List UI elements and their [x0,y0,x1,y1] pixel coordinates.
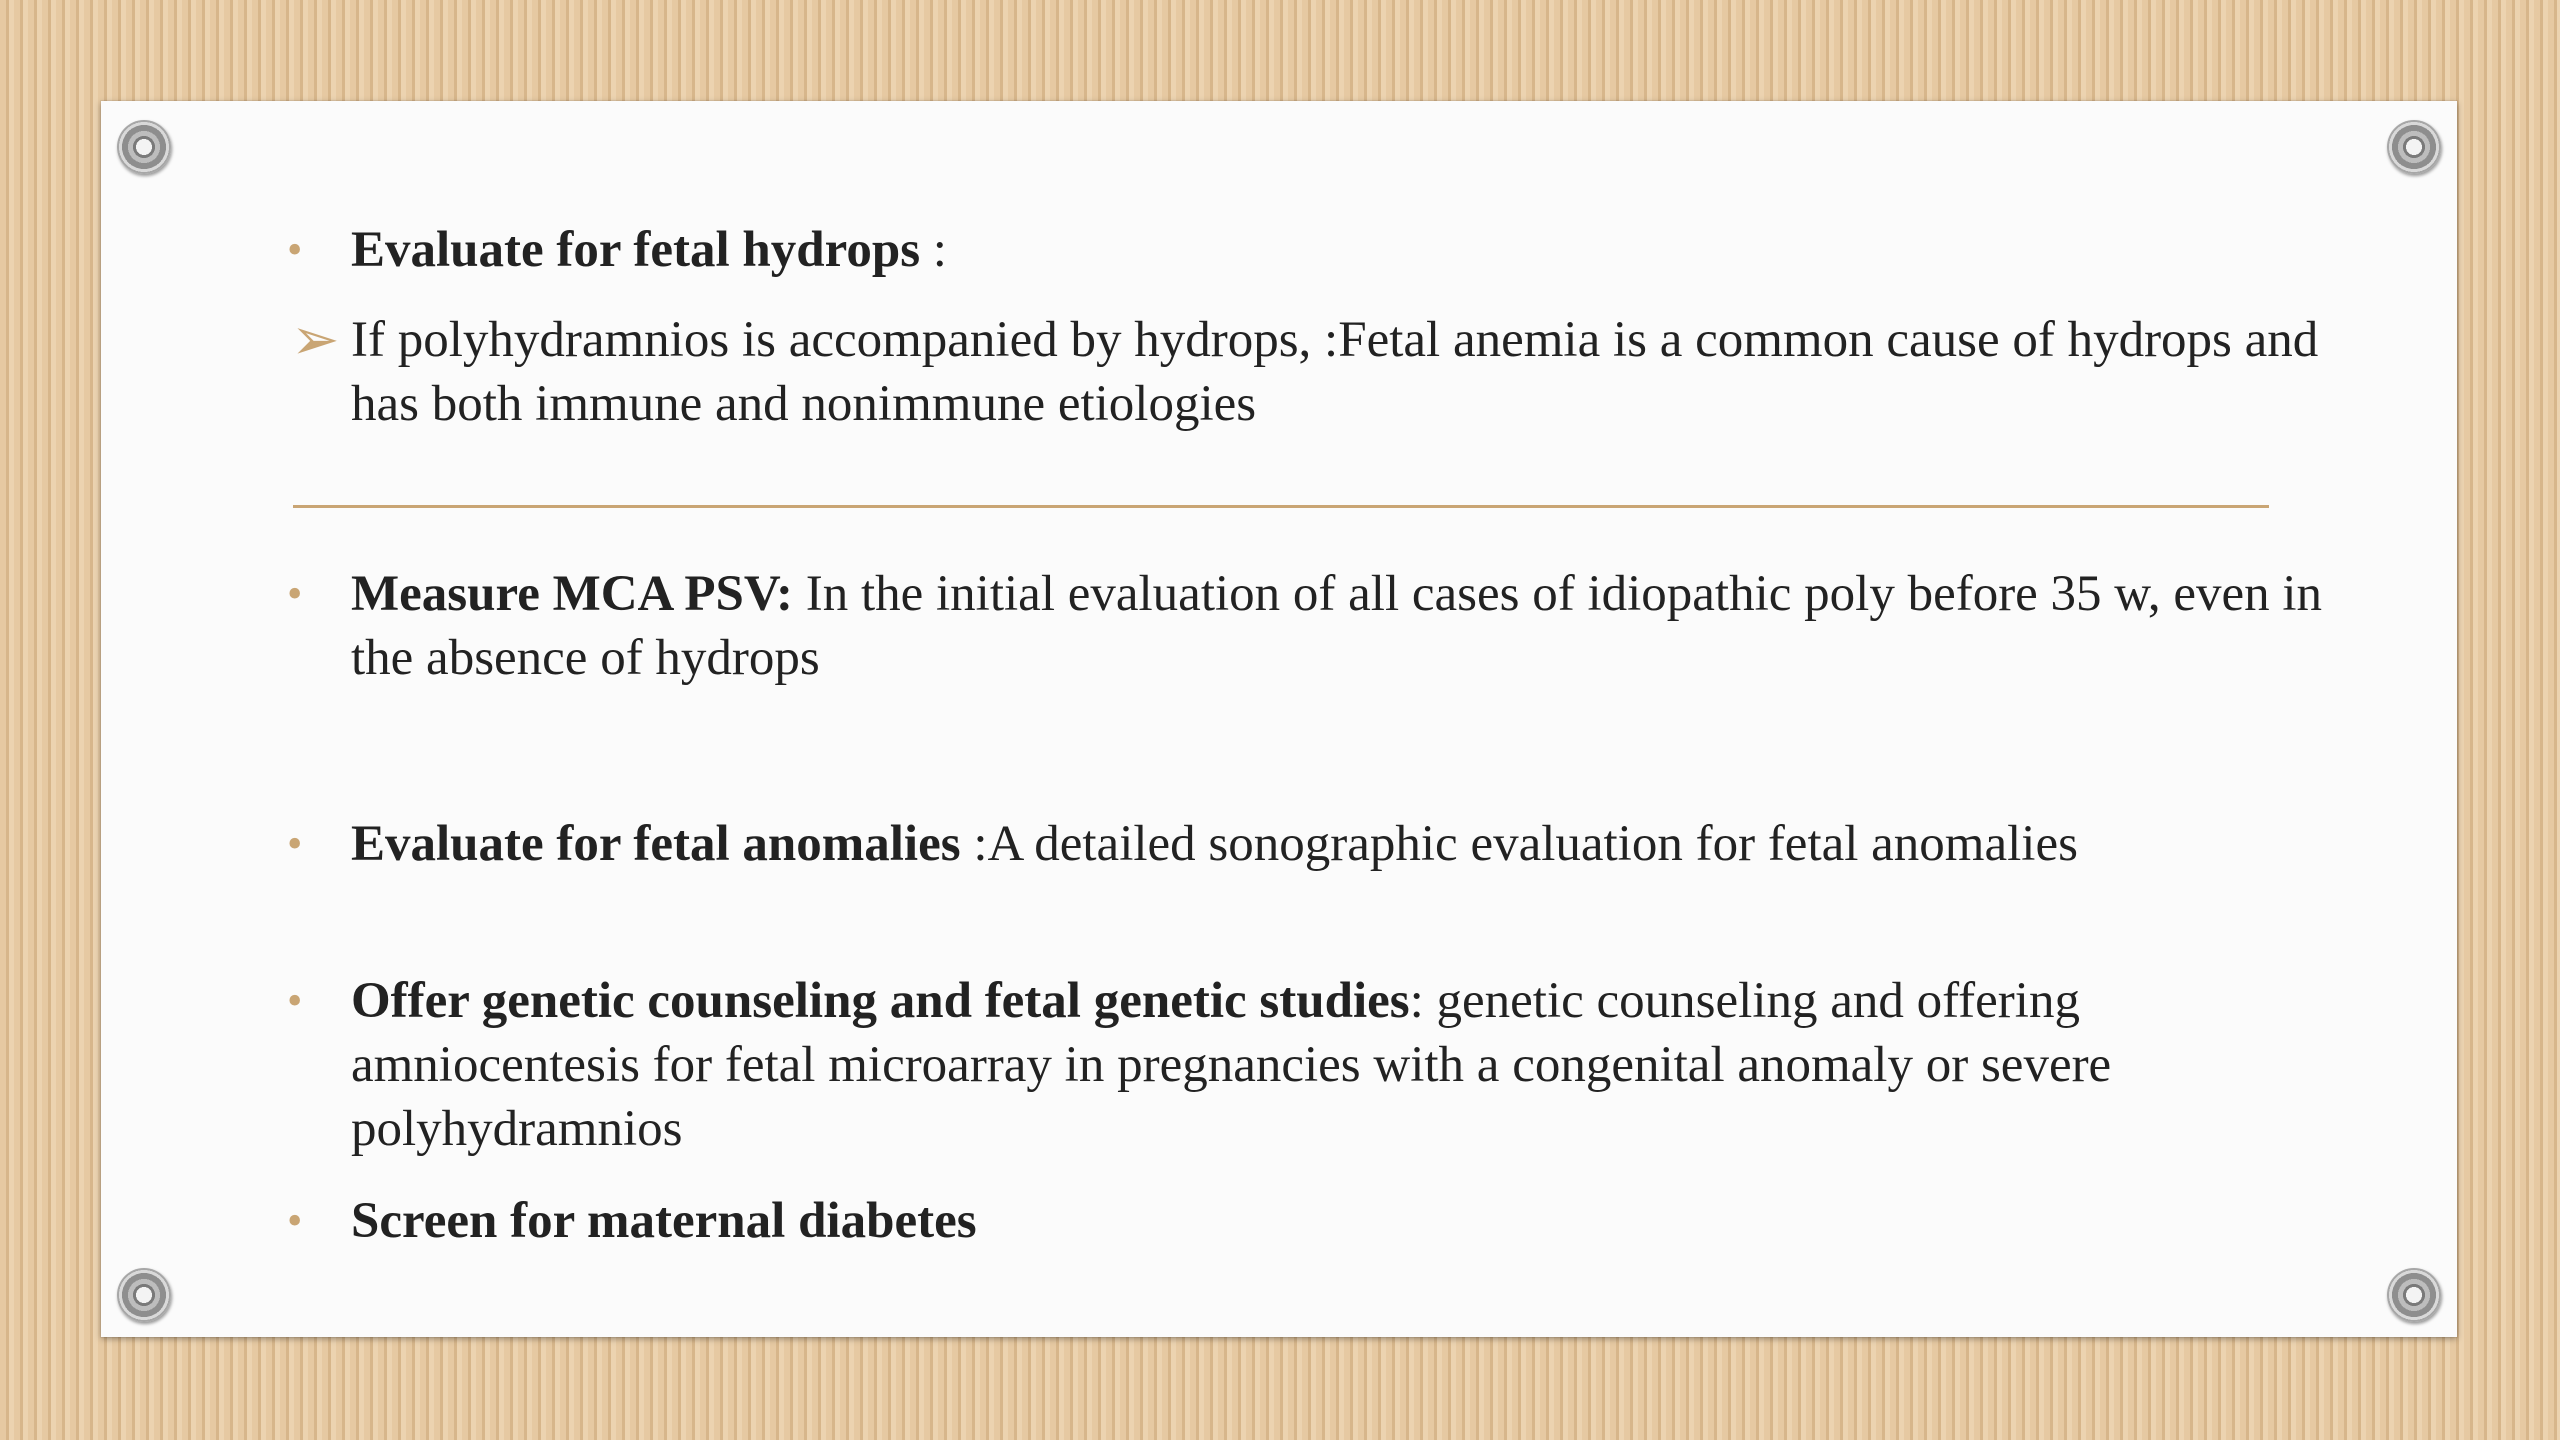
item-text: :A detailed sonographic evaluation for fetal anomalies [960,816,2078,872]
item-text: In the initial evaluation of all cases of idiopathic poly before 35 w, even in the absence of hydrops [351,566,2323,686]
item-text: If polyhydramnios is accompanied by hydrops, :Fetal anemia is a common cause of hydrops and has both immune and nonimmune etiologies [351,312,2319,432]
slide-content [101,101,2457,1337]
item-heading: Evaluate for fetal anomalies [351,816,961,872]
bullet-icon: • [287,225,303,274]
list-item-polyhydramnios-hydrops [291,307,2341,436]
item-heading: Screen for maternal diabetes [351,1193,977,1249]
bullet-icon: • [287,819,303,868]
arrow-bullet-icon: ➢ [291,307,340,372]
item-heading: Evaluate for fetal hydrops [351,222,921,278]
item-heading: Offer genetic counseling and fetal genetic studies [351,973,1410,1029]
bullet-icon: • [287,569,303,618]
section-divider [293,505,2269,508]
slide-card [101,101,2457,1337]
list-item-maternal-diabetes [287,1189,2341,1253]
item-text: : genetic counseling and offering amniocentesis for fetal microarray in pregnancies with a congenital anomaly or severe polyhydramnios [351,973,2112,1157]
bullet-icon: • [287,1196,303,1245]
list-item-mca-psv [287,562,2341,690]
item-text: : [920,222,947,278]
bullet-icon: • [287,976,303,1025]
list-item-genetic-counseling [287,969,2341,1161]
list-item-fetal-hydrops [287,218,2341,282]
list-item-fetal-anomalies [287,812,2341,876]
item-heading: Measure MCA PSV: [351,566,793,622]
